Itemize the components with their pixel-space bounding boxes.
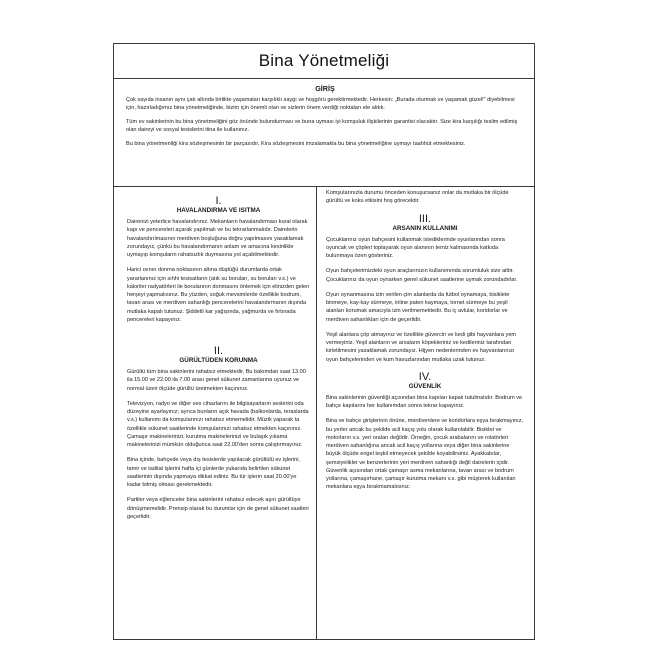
intro-section — [114, 79, 534, 187]
section-paragraph: Gürültü tüm bina sakinlerini rahatsız etmektedir. Bu bakımdan saat 13.00 ila 15.00 ve 22.00 ila 7.00 arası genel sükunet zamanlarına uyunuz ve normal üzeri ölçüde gürültü üretmekten kaçınınız. — [127, 369, 306, 392]
section-paragraph: Çocuklarınız oyun bahçesini kullanmak istediklerinde oyunlarından sonra oyuncak ve çöpleri toplayarak oyun alanının temiz kalmasında katkıda bulunmaya özen gösteriniz. — [326, 236, 505, 259]
regulation-document — [113, 43, 535, 640]
left-column — [114, 187, 317, 639]
right-column — [317, 187, 534, 639]
section-paragraph: Komşularınızla durumu önceden konuşursanız onlar da mutlaka bir ölçüde gürültü ve koku etkisini hoş görecektir. — [326, 190, 509, 205]
section-paragraph: Oyun oynanmasına izin verilen çim alanlarda da futbol oynamaya, bisiklete binmeye, kay-kay sürmeye, inline paten kaymaya, tornet sürmeye bu yeşil alanları korumak amacıyla izin verilmemektedir. Bu iç avlular, koridorlar ve merdiven sahanlıkları için de geçerlidir. — [326, 291, 510, 323]
section-number: III. — [418, 212, 432, 225]
two-column-body — [114, 187, 534, 639]
section-security — [326, 371, 524, 492]
section-paragraph: Bina sakinlerinin güvenliği açısından bina kapıları kapalı tutulmalıdır. Bodrum ve bahçe kapılarını her kullanımdan sonra tekrar kapayınız. — [326, 394, 523, 409]
section-land-use — [326, 213, 524, 364]
section-number: II. — [213, 345, 224, 357]
section-title: GÜRÜLTÜDEN KORUNMA — [179, 357, 258, 364]
section-paragraph: Dairenizi yeterlice havalandırınız. Mekanların havalandırması kural olarak kapı ve pencereleri açarak yapılmalı ve bu tekrarlanmalıdır. Dairelerin havalandırılmasının merdiven boşluğuna doğru yapılmasını yasaklamak zorundayız, çünkü bu havalandırmanın anlam ve amacına kesinlikle uymayıp komşuların rahatsızlık duymasına yol açabilmektedir. — [127, 219, 308, 258]
intro-heading: GİRİŞ — [315, 84, 335, 93]
section-noise-continued — [326, 189, 524, 206]
intro-paragraph: Çok sayıda insanın aynı çatı altında birlikte yaşamaları karşılıklı saygı ve hoşgörü gerektirmektedir. Herkesin: „Burada oturmak ve yaşamak güzel!" diyebilmesi için, hazırladığımız bina yönetmeliğinde, bizim için önemli olan ve sizlerin önem verdiği noktaları ele aldık. — [126, 97, 515, 111]
section-paragraph: Televizyon, radyo ve diğer ses cihazlarını ile bilgisayarların seslerini oda düzeyine ayarlayınız; ayrıca bunların açık havada (balkonlarda, teraslarda v.s.) kullanımı da komşularınızı rahatsız etmemelidir. Müzik yaparak ta özellikle sükunet saatlerinde komşularınızı rahatsız etmekten kaçınınız. Çamaşır makinelerinizi, kurutma makinelerinizi ve bulaşık yıkama makinelerinizi mümkün olduğunca saat 22.00'den sonra çalıştırmayınız. — [127, 400, 309, 448]
section-ventilation — [127, 195, 310, 324]
section-number: IV. — [418, 370, 432, 383]
section-paragraph: Yeşil alanlara çöp atmayınız ve özellikle güvercin ve kedi gibi hayvanlara yem vermeyiniz. Yeşil alanların ve arsaların köpekleriniz ve kedileriniz tarafından kirletilmesini yasaklamak zorundayız. Hijyen nedenlerinden ev hayvanlarınızı oyun bahçelerinden ve kum havuzlarından mutlaka uzak tutunuz. — [326, 331, 517, 363]
intro-paragraph: Tüm ev sakinlerinin bu bina yönetmeliğini göz önünde bulundurması ve buna uyması iyi komşuluk ilişkilerinin garantisi olacaktır. Size kira karşılığı teslim edilmiş olan daireyi ve sosyal tesislerini itina ile kullanınız. — [126, 119, 518, 133]
section-paragraph: Partiler veya eğlenceler bina sakinlerini rahatsız edecek aşırı gürültüye dönüşmemelidir. Prensip olarak bu durumlar için de genel sükunet saatleri geçerlidir. — [127, 497, 309, 520]
section-paragraph: Bina içinde, bahçede veya dış tesislerde yapılacak gürültülü ev işlerini, tamir ve tadilat işlerini hafta içi günlerde yukarıda belirtilen sükunet saatlerinin dışında yapmaya dikkat ediniz. Bu tür işlerin saat 20.00'ye kadar bitmiş olması gerekmektedir. — [127, 457, 300, 488]
section-paragraph: Oyun bahçelerimizdeki oyun araçlarınızın kullanımında sorumluluk size aittir. Çocuklarınız da oyun oynarken genel sükunet saatlerine uymak zorundadırlar. — [326, 268, 518, 283]
section-title: GÜVENLİK — [408, 382, 442, 390]
section-paragraph: Harici ısının donma noktasının altına düştüğü durumlarda ortak yararlanınız için sıhhi tesisatların (atık su boruları, su boruları v.s.) ve kaloriler radyatörleri ile borularının donmasını önlemek için elinizden gelen herşeyi yapmalısınız. Bu yüzden, soğuk mevsimlerde özellikle bodrum, tavan arası ve merdiven sahanlığı pencerelerini havalandırmanın dışında mutlaka kapalı tutunuz. Şiddetli kar yağışında, yağmurda ve fırtınada pencereleri kapayınız. — [127, 267, 310, 323]
document-title: Bina Yönetmeliği — [114, 44, 534, 79]
intro-paragraph: Bu bina yönetmenliği kira sözleşmesinin bir parçasıdır. Kira sözleşmesini imzalamakla bu bina yönetmeliğine uymayı taahhüt etmektesiniz. — [126, 141, 466, 147]
section-title: HAVALANDIRMA VE ISITMA — [176, 207, 261, 214]
section-paragraph: Bina ve bahçe girişlerinin önüne, merdivenlere ve koridorlara eşya bırakmayınız, bu yerler ancak bu şekilde acil kaçış yolu olarak kullanılabilir. Bisiklet ve motorların v.s. yeri oraları değildir. Örneğin, çocuk arabalarını ve rolatörleri merdiven sahanlığına ancak acil kaçış yollarına veya diğer bina sakinlerine büyük ölçüde engel teşkil etmeyecek şekilde koyabilirsiniz. Ayakkabılar, şemsiyelikler ve benzerlerinin yeri merdiven sahanlığı değil dairelerin içidir. Güvenlik açısından ortak çamaşır asma mekanlarına, tavan arası ve bodrum yollarına, çamaşırhane, çamaşır kurutma mekanı v.s. gibi müşterek kullanılan mekanlara eşya bırakmamalısınız. — [326, 418, 524, 491]
section-noise-protection — [127, 345, 310, 521]
section-number: I. — [215, 195, 222, 207]
section-title: ARSANIN KULLANIMI — [392, 224, 458, 232]
